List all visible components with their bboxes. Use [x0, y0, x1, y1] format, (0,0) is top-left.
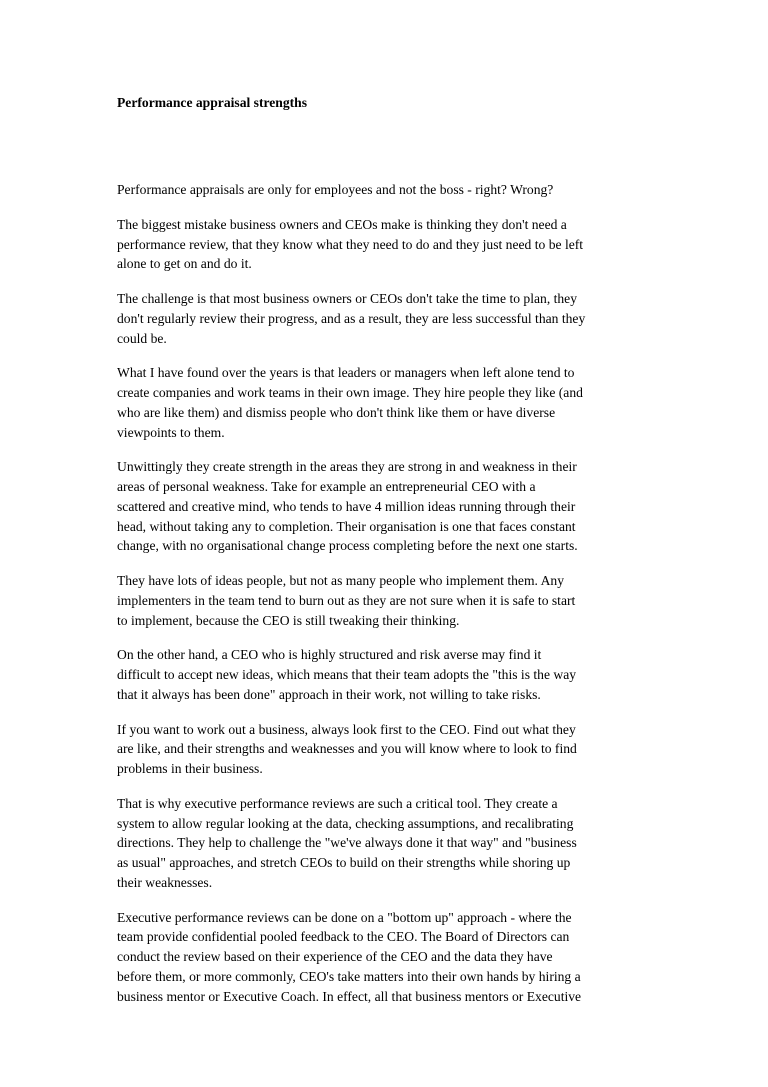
paragraph-line: conduct the review based on their experience of the CEO and the data they have [117, 949, 553, 964]
paragraph-line: Executive performance reviews can be done on a "bottom up" approach - where the [117, 909, 572, 925]
paragraph [117, 794, 657, 893]
paragraph-line: scattered and creative mind, who tends to have 4 million ideas running through their [117, 498, 576, 514]
paragraph-line: They have lots of ideas people, but not as many people who implement them. Any [117, 573, 564, 588]
paragraph-line: Performance appraisals are only for employees and not the boss - right? Wrong? [117, 182, 554, 197]
document-body [117, 180, 657, 1021]
paragraph-line: difficult to accept new ideas, which means that their team adopts the "this is the way [117, 667, 577, 682]
paragraph-line: What I have found over the years is that leaders or managers when left alone tend to [117, 365, 575, 381]
paragraph-line: don't regularly review their progress, and as a result, they are less successful than they [117, 310, 586, 326]
paragraph [117, 571, 657, 630]
paragraph-line: alone to get on and do it. [117, 256, 252, 272]
paragraph [117, 645, 657, 704]
paragraph-line: team provide confidential pooled feedback to the CEO. The Board of Directors can [117, 929, 570, 945]
paragraph [117, 720, 657, 779]
paragraph-line: create companies and work teams in their own image. They hire people they like (and [117, 385, 583, 400]
paragraph-line: viewpoints to them. [117, 424, 225, 440]
paragraph [117, 363, 657, 442]
paragraph-line: to implement, because the CEO is still tweaking their thinking. [117, 612, 460, 628]
paragraph-line: business mentor or Executive Coach. In effect, all that business mentors or Executive [117, 988, 582, 1004]
paragraph-line: who are like them) and dismiss people who don't think like them or have diverse [117, 404, 556, 420]
paragraph-line: could be. [117, 330, 167, 346]
paragraph-line: If you want to work out a business, always look first to the CEO. Find out what they [117, 721, 576, 737]
paragraph-line: that it always has been done" approach in their work, not willing to take risks. [117, 686, 541, 702]
paragraph [117, 180, 657, 200]
paragraph [117, 215, 657, 274]
paragraph-line: implementers in the team tend to burn out as they are not sure when it is safe to start [117, 592, 576, 608]
paragraph-line: system to allow regular looking at the data, checking assumptions, and recalibrating [117, 815, 574, 831]
paragraph-line: performance review, that they know what they need to do and they just need to be left [117, 236, 584, 252]
paragraph-line: before them, or more commonly, CEO's take matters into their own hands by hiring a [117, 968, 581, 984]
document-title: Performance appraisal strengths [117, 95, 308, 110]
paragraph [117, 908, 657, 1007]
paragraph-line: The challenge is that most business owners or CEOs don't take the time to plan, they [117, 291, 578, 306]
paragraph [117, 289, 657, 348]
paragraph-line: their weaknesses. [117, 874, 213, 890]
paragraph-line: head, without taking any to completion. Their organisation is one that faces constant [117, 518, 576, 534]
paragraph-line: areas of personal weakness. Take for example an entrepreneurial CEO with a [117, 479, 536, 494]
paragraph-line: That is why executive performance reviews are such a critical tool. They create a [117, 795, 558, 811]
paragraph-line: Unwittingly they create strength in the areas they are strong in and weakness in their [117, 459, 577, 475]
paragraph-line: are like, and their strengths and weaknesses and you will know where to look to find [117, 741, 577, 757]
paragraph [117, 457, 657, 556]
paragraph-line: directions. They help to challenge the "we've always done it that way" and "business [117, 835, 577, 851]
paragraph-line: problems in their business. [117, 761, 263, 776]
paragraph-line: On the other hand, a CEO who is highly structured and risk averse may find it [117, 647, 542, 663]
paragraph-line: The biggest mistake business owners and CEOs make is thinking they don't need a [117, 216, 567, 232]
paragraph-line: change, with no organisational change process completing before the next one starts. [117, 538, 578, 554]
paragraph-line: as usual" approaches, and stretch CEOs to build on their strengths while shoring up [117, 855, 571, 870]
